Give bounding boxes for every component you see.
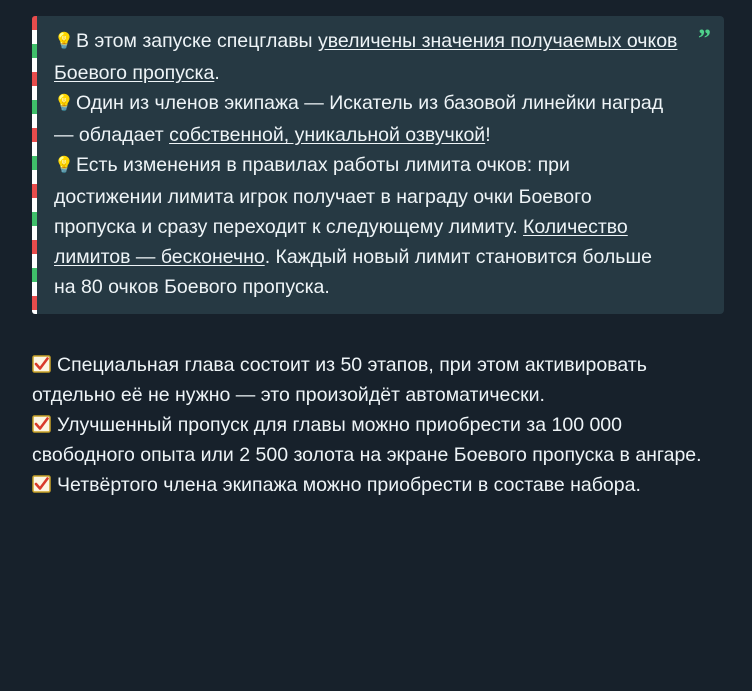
quote-accent-bar [32, 16, 37, 314]
checklist [32, 350, 724, 500]
list-item [32, 470, 724, 500]
check-mark-icon [32, 475, 52, 493]
list-item [32, 350, 724, 410]
quote-segment: В этом запуске спецглавы [76, 30, 318, 52]
quote-segment-underlined: Количество лимитов — бесконечно [54, 216, 628, 268]
quote-block [32, 16, 724, 314]
check-mark-icon [32, 415, 52, 433]
quotation-mark-icon: ” [698, 24, 710, 53]
check-mark-icon [32, 355, 52, 373]
quote-text [54, 26, 678, 302]
lightbulb-icon: 💡 [54, 95, 74, 112]
lightbulb-icon: 💡 [54, 157, 74, 174]
quote-segment: . [214, 62, 220, 84]
quote-segment: ! [485, 124, 491, 146]
lightbulb-icon: 💡 [54, 33, 74, 50]
quote-paragraph [54, 150, 678, 302]
list-item-text: Улучшенный пропуск для главы можно приобрести за 100 000 свободного опыта или 2 500 золота на экране Боевого пропуска в ангаре. [32, 414, 702, 466]
quote-paragraph [54, 26, 678, 88]
quote-segment-underlined: собственной, уникальной озвучкой [169, 124, 486, 146]
quote-segment-underlined: увеличены значения получаемых очков Боевого пропуска [54, 30, 678, 84]
list-item [32, 410, 724, 470]
quote-segment: Один из членов экипажа — Искатель из базовой линейки наград — обладает [54, 92, 664, 146]
list-item-text: Специальная глава состоит из 50 этапов, при этом активировать отдельно её не нужно — это произойдёт автоматически. [32, 354, 647, 406]
quote-paragraph [54, 88, 678, 150]
list-item-text: Четвёртого члена экипажа можно приобрести в составе набора. [57, 474, 641, 496]
quote-segment: . Каждый новый лимит становится больше на 80 очков Боевого пропуска. [54, 246, 652, 298]
quote-segment: Есть изменения в правилах работы лимита очков: при достижении лимита игрок получает в награду очки Боевого пропуска и сразу переходит к следующему лимиту. [54, 154, 592, 238]
